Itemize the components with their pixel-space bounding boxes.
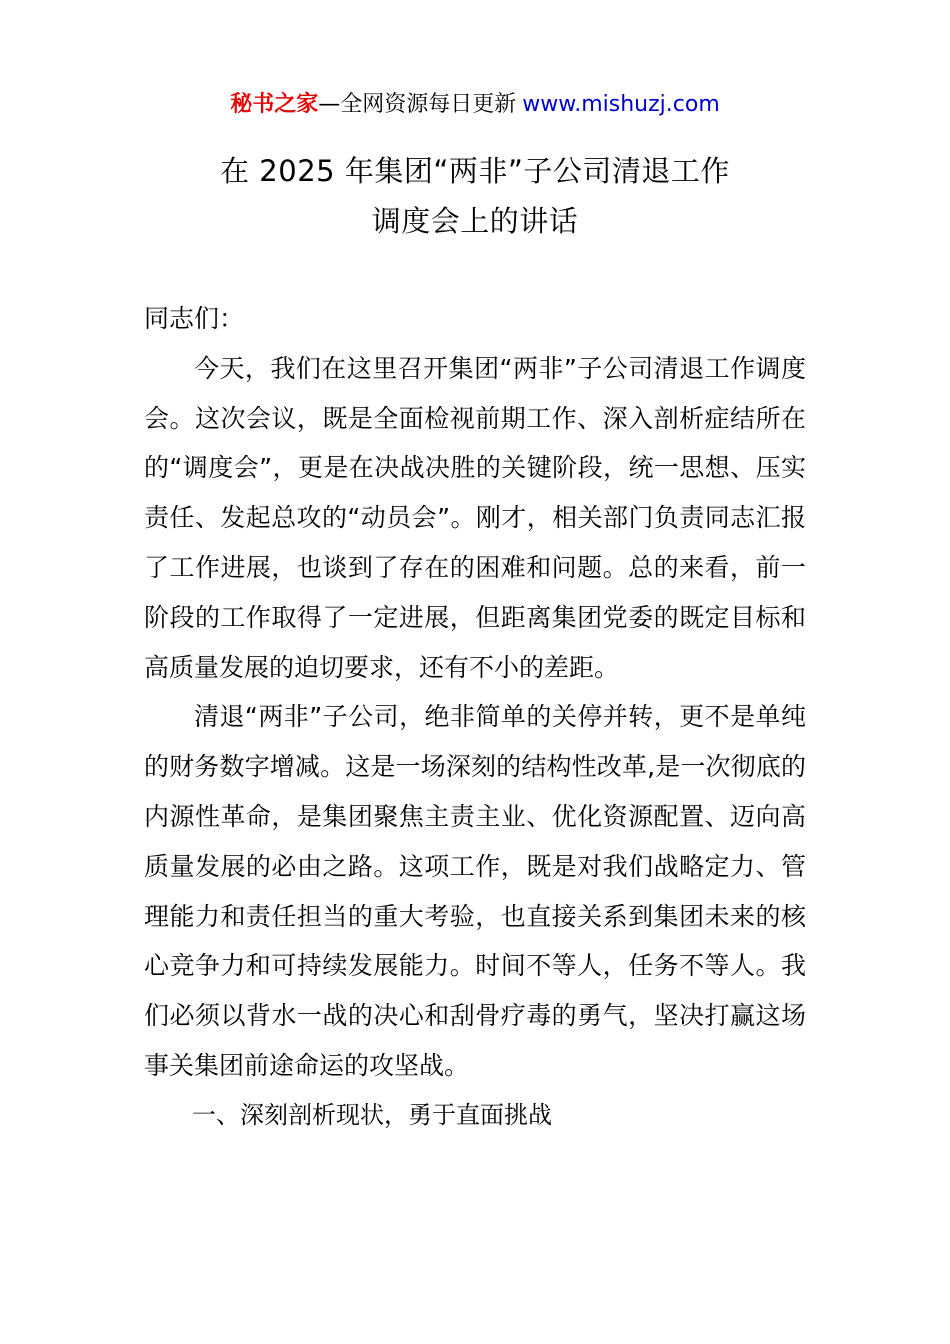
salutation: 同志们： (144, 304, 245, 333)
title-line-2: 调度会上的讲话 (371, 204, 579, 238)
section-heading: 一、深刻剖析现状，勇于直面挑战 (192, 1100, 552, 1129)
title-line-1: 在 2025 年集团“两非”子公司清退工作 (220, 154, 730, 188)
body-paragraph: 清退“两非”子公司，绝非简单的关停并转，更不是单纯的财务数字增减。这是一场深刻的结构性改革,是一次彻底的内源性革命，是集团聚焦主责主业、优化资源配置、迈向高质量发展的必由之路。这项工作，既是对我们战略定力、管理能力和责任担当的重大考验，也直接关系到集团未来的核心竞争力和可持续发展能力。时间不等人，任务不等人。我们必须以背水一战的决心和刮骨疗毒的勇气，坚决打赢这场事关集团前途命运的攻坚战。 (144, 702, 806, 1080)
body-paragraph: 今天，我们在这里召开集团“两非”子公司清退工作调度会。这次会议，既是全面检视前期工作、深入剖析症结所在的“调度会”，更是在决战决胜的关键阶段，统一思想、压实责任、发起总攻的“动员会”。刚才，相关部门负责同志汇报了工作进展，也谈到了存在的困难和问题。总的来看，前一阶段的工作取得了一定进展，但距离集团党委的既定目标和高质量发展的迫切要求，还有不小的差距。 (144, 353, 806, 682)
site-url-link[interactable]: www.mishuzj.com (522, 92, 720, 117)
document-title (0, 146, 950, 246)
header-slogan: —全网资源每日更新 (318, 92, 517, 117)
site-header (0, 88, 950, 122)
brand-name: 秘书之家 (230, 92, 319, 117)
document-body (144, 294, 806, 1141)
